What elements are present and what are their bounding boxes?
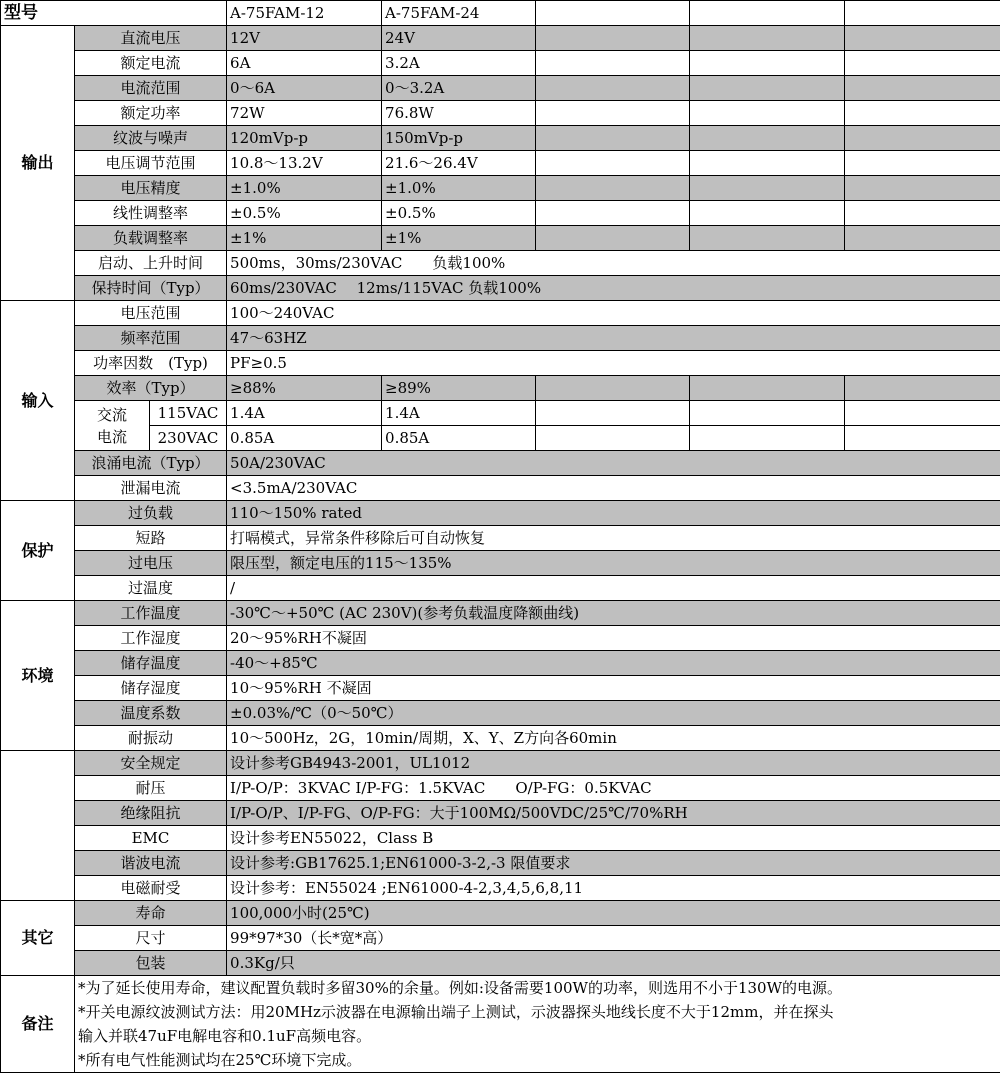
ac-current-label-top: 交流 xyxy=(96,405,127,424)
category-environment: 环境 xyxy=(1,601,75,751)
header-row xyxy=(1,1,1000,26)
empty-cell xyxy=(845,426,1000,451)
note-line: 输入并联47uF电解电容和0.1uF高频电容。 xyxy=(78,1027,372,1045)
table-row xyxy=(1,251,1000,276)
row-label: 频率范围 xyxy=(75,326,227,351)
row-label: 功率因数 (Typ) xyxy=(75,351,227,376)
row-label: 线性调整率 xyxy=(75,201,227,226)
empty-cell xyxy=(845,126,1000,151)
empty-cell xyxy=(690,201,845,226)
empty-cell xyxy=(536,401,690,426)
value-cell: ±1% xyxy=(227,226,382,251)
value-cell: <3.5mA/230VAC xyxy=(227,476,1000,501)
row-label: 谐波电流 xyxy=(75,851,227,876)
table-row xyxy=(1,776,1000,801)
empty-cell xyxy=(690,126,845,151)
row-label: 寿命 xyxy=(75,901,227,926)
value-cell: ≥89% xyxy=(382,376,536,401)
table-row xyxy=(1,626,1000,651)
empty-cell xyxy=(536,101,690,126)
sub-label: 115VAC xyxy=(150,401,227,426)
value-cell: 设计参考:GB17625.1;EN61000-3-2,-3 限值要求 xyxy=(227,851,1000,876)
value-cell: ±1.0% xyxy=(382,176,536,201)
empty-cell xyxy=(536,51,690,76)
empty-cell xyxy=(845,76,1000,101)
value-cell: 120mVp-p xyxy=(227,126,382,151)
table-row xyxy=(1,651,1000,676)
table-row xyxy=(1,551,1000,576)
value-cell: ≥88% xyxy=(227,376,382,401)
row-label: 工作温度 xyxy=(75,601,227,626)
table-row xyxy=(1,201,1000,226)
value-cell: / xyxy=(227,576,1000,601)
table-row xyxy=(1,801,1000,826)
value-cell: -40～+85℃ xyxy=(227,651,1000,676)
row-label: 启动、上升时间 xyxy=(75,251,227,276)
value-cell: 24V xyxy=(382,26,536,51)
row-label: 电压范围 xyxy=(75,301,227,326)
value-cell: 20～95%RH不凝固 xyxy=(227,626,1000,651)
empty-cell xyxy=(845,51,1000,76)
empty-cell xyxy=(690,1,845,26)
note-line: *为了延长使用寿命，建议配置负载时多留30%的余量。例如:设备需要100W的功率，则选用不小于130W的电源。 xyxy=(78,979,842,997)
row-label: 工作湿度 xyxy=(75,626,227,651)
empty-cell xyxy=(845,101,1000,126)
note-line: *所有电气性能测试均在25℃环境下完成。 xyxy=(78,1051,362,1069)
row-label: 额定电流 xyxy=(75,51,227,76)
table-row xyxy=(1,276,1000,301)
empty-cell xyxy=(845,1,1000,26)
empty-cell xyxy=(536,226,690,251)
empty-cell xyxy=(690,176,845,201)
value-cell: 110～150% rated xyxy=(227,501,1000,526)
value-cell: 10～500Hz，2G，10min/周期，X、Y、Z方向各60min xyxy=(227,726,1000,751)
row-label: 包装 xyxy=(75,951,227,976)
row-label: 额定功率 xyxy=(75,101,227,126)
empty-cell xyxy=(536,376,690,401)
value-cell: ±1.0% xyxy=(227,176,382,201)
table-row xyxy=(1,726,1000,751)
value-cell: -30℃～+50℃ (AC 230V)(参考负载温度降额曲线) xyxy=(227,601,1000,626)
table-row xyxy=(1,876,1000,901)
empty-cell xyxy=(536,126,690,151)
value-cell: 0.3Kg/只 xyxy=(227,951,1000,976)
row-label: 电压调节范围 xyxy=(75,151,227,176)
value-cell: ±0.5% xyxy=(227,201,382,226)
empty-cell xyxy=(845,26,1000,51)
empty-cell xyxy=(690,426,845,451)
value-cell: 47～63HZ xyxy=(227,326,1000,351)
value-cell: 99*97*30（长*宽*高） xyxy=(227,926,1000,951)
empty-cell xyxy=(536,176,690,201)
row-label: 安全规定 xyxy=(75,751,227,776)
category-input: 输入 xyxy=(1,301,75,501)
value-cell: 10～95%RH 不凝固 xyxy=(227,676,1000,701)
note-line: *开关电源纹波测试方法：用20MHz示波器在电源输出端子上测试，示波器探头地线长度不大于12mm，并在探头 xyxy=(78,1003,834,1021)
model-label: 型号 xyxy=(1,1,227,26)
table-row xyxy=(1,151,1000,176)
row-label: 电压精度 xyxy=(75,176,227,201)
row-label: 尺寸 xyxy=(75,926,227,951)
value-cell: 0～3.2A xyxy=(382,76,536,101)
empty-cell xyxy=(690,101,845,126)
empty-cell xyxy=(536,151,690,176)
table-row xyxy=(1,301,1000,326)
value-cell: 0～6A xyxy=(227,76,382,101)
row-label: 纹波与噪声 xyxy=(75,126,227,151)
table-row xyxy=(1,101,1000,126)
row-label: 过温度 xyxy=(75,576,227,601)
notes-text xyxy=(75,976,1000,1073)
table-row xyxy=(1,576,1000,601)
empty-cell xyxy=(536,1,690,26)
empty-cell xyxy=(690,376,845,401)
value-cell: 500ms，30ms/230VAC 负载100% xyxy=(227,251,1000,276)
value-cell: 限压型，额定电压的115～135% xyxy=(227,551,1000,576)
category-notes: 备注 xyxy=(1,976,75,1073)
row-label: 泄漏电流 xyxy=(75,476,227,501)
value-cell: 21.6～26.4V xyxy=(382,151,536,176)
empty-cell xyxy=(845,226,1000,251)
value-cell: 50A/230VAC xyxy=(227,451,1000,476)
table-row xyxy=(1,26,1000,51)
value-cell: ±1% xyxy=(382,226,536,251)
value-cell: 设计参考GB4943-2001，UL1012 xyxy=(227,751,1000,776)
value-cell: 设计参考EN55022，Class B xyxy=(227,826,1000,851)
category-protection: 保护 xyxy=(1,501,75,601)
row-label: 储存温度 xyxy=(75,651,227,676)
value-cell: 10.8～13.2V xyxy=(227,151,382,176)
notes-row xyxy=(1,976,1000,1073)
row-label: 耐振动 xyxy=(75,726,227,751)
empty-cell xyxy=(845,401,1000,426)
category-output: 输出 xyxy=(1,26,75,301)
empty-cell xyxy=(690,226,845,251)
value-cell: 1.4A xyxy=(382,401,536,426)
value-cell: 打嗝模式，异常条件移除后可自动恢复 xyxy=(227,526,1000,551)
table-row xyxy=(1,226,1000,251)
value-cell: 72W xyxy=(227,101,382,126)
empty-cell xyxy=(690,401,845,426)
category-other: 其它 xyxy=(1,901,75,976)
empty-cell xyxy=(536,26,690,51)
table-row xyxy=(1,676,1000,701)
value-cell: 60ms/230VAC 12ms/115VAC 负载100% xyxy=(227,276,1000,301)
empty-cell xyxy=(690,151,845,176)
empty-cell xyxy=(845,151,1000,176)
table-row xyxy=(1,401,1000,426)
empty-cell xyxy=(845,201,1000,226)
row-label: 绝缘阻抗 xyxy=(75,801,227,826)
row-label: 过负载 xyxy=(75,501,227,526)
row-label: 负载调整率 xyxy=(75,226,227,251)
row-label: 直流电压 xyxy=(75,26,227,51)
value-cell: 1.4A xyxy=(227,401,382,426)
value-cell: ±0.03%/℃（0～50℃） xyxy=(227,701,1000,726)
value-cell: 设计参考：EN55024 ;EN61000-4-2,3,4,5,6,8,11 xyxy=(227,876,1000,901)
value-cell: I/P-O/P：3KVAC I/P-FG：1.5KVAC O/P-FG：0.5KVAC xyxy=(227,776,1000,801)
row-label: 保持时间（Typ） xyxy=(75,276,227,301)
table-row xyxy=(1,901,1000,926)
row-label: 效率（Typ） xyxy=(75,376,227,401)
value-cell: 6A xyxy=(227,51,382,76)
table-row xyxy=(1,926,1000,951)
value-cell: PF≥0.5 xyxy=(227,351,1000,376)
value-cell: I/P-O/P、I/P-FG、O/P-FG：大于100MΩ/500VDC/25℃/70%RH xyxy=(227,801,1000,826)
value-cell: 0.85A xyxy=(382,426,536,451)
table-row xyxy=(1,76,1000,101)
table-row xyxy=(1,376,1000,401)
empty-cell xyxy=(690,26,845,51)
row-label: 浪涌电流（Typ） xyxy=(75,451,227,476)
table-row xyxy=(1,751,1000,776)
value-cell: 0.85A xyxy=(227,426,382,451)
value-cell: 100,000小时(25℃) xyxy=(227,901,1000,926)
table-row xyxy=(1,426,1000,451)
empty-cell xyxy=(536,201,690,226)
row-label: EMC xyxy=(75,826,227,851)
value-cell: ±0.5% xyxy=(382,201,536,226)
category-safety-empty xyxy=(1,751,75,901)
table-row xyxy=(1,851,1000,876)
sub-label: 230VAC xyxy=(150,426,227,451)
row-label: 过电压 xyxy=(75,551,227,576)
table-row xyxy=(1,351,1000,376)
table-row xyxy=(1,826,1000,851)
empty-cell xyxy=(845,176,1000,201)
table-row xyxy=(1,476,1000,501)
row-label: 储存湿度 xyxy=(75,676,227,701)
empty-cell xyxy=(845,376,1000,401)
row-label: 电磁耐受 xyxy=(75,876,227,901)
empty-cell xyxy=(536,76,690,101)
value-cell: 3.2A xyxy=(382,51,536,76)
value-cell: 12V xyxy=(227,26,382,51)
table-row xyxy=(1,176,1000,201)
row-label: 电流范围 xyxy=(75,76,227,101)
value-cell: 150mVp-p xyxy=(382,126,536,151)
empty-cell xyxy=(690,51,845,76)
row-label: 短路 xyxy=(75,526,227,551)
table-row xyxy=(1,451,1000,476)
table-row xyxy=(1,326,1000,351)
model-name: A-75FAM-12 xyxy=(227,1,382,26)
row-label: 耐压 xyxy=(75,776,227,801)
table-row xyxy=(1,601,1000,626)
table-row xyxy=(1,701,1000,726)
table-row xyxy=(1,951,1000,976)
table-row xyxy=(1,51,1000,76)
value-cell: 76.8W xyxy=(382,101,536,126)
row-label: 温度系数 xyxy=(75,701,227,726)
ac-current-label-bottom: 电流 xyxy=(96,427,127,446)
value-cell: 100～240VAC xyxy=(227,301,1000,326)
empty-cell xyxy=(690,76,845,101)
model-name: A-75FAM-24 xyxy=(382,1,536,26)
empty-cell xyxy=(536,426,690,451)
table-row xyxy=(1,126,1000,151)
ac-current-label xyxy=(75,401,150,451)
table-row xyxy=(1,526,1000,551)
table-row xyxy=(1,501,1000,526)
